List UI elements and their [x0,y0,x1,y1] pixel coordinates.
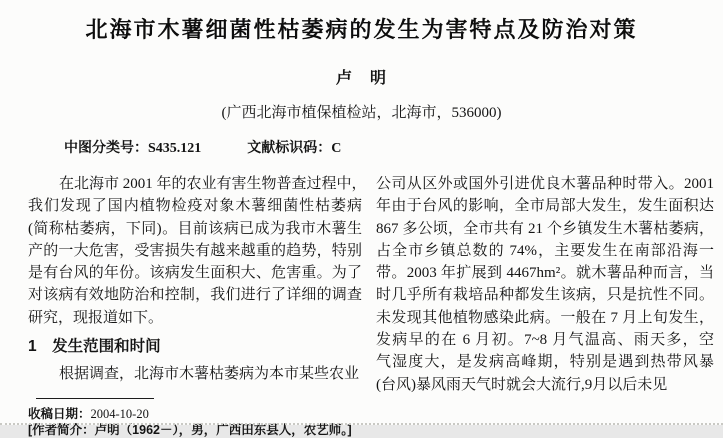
text-line: 占全市乡镇总数的 74%，主要发生在南部沿海一 [376,242,714,259]
text-line: (台风)暴风雨天气时就会大流行,9月以后未见 [376,376,668,393]
document-code-value: C [331,141,342,156]
body-columns [0,173,723,438]
received-date-line [28,406,362,422]
footnote-divider [36,398,154,399]
section-heading-1: 1 发生范围和时间 [28,338,161,356]
received-date-label: 收稿日期： [28,407,91,422]
text-line: 时几乎所有栽培品种都发生该病，只是抗性不同。 [376,287,714,304]
text-line: 是有台风的年份。该病发生面积大、危害重。为了 [28,265,362,282]
text-line: 发病早的在 6 月初。7~8 月气温高、雨天多，空 [376,332,714,349]
text-line: (简称枯萎病，下同)。目前该病已成为我市木薯生 [28,220,362,237]
text-line: 对该病有效地防治和控制，我们进行了详细的调查 [28,287,362,304]
text-line: 产的一大危害，受害损失有越来越重的趋势，特别 [28,242,362,259]
classification-row [0,137,723,157]
text-line: 867 多公顷，全市共有 21 个乡镇发生木薯枯萎病， [376,220,714,237]
text-line: 带。2003 年扩展到 4467hm²。就木薯品种而言，当 [376,265,714,282]
text-line: 根据调查，北海市木薯枯萎病为本市某些农业 [59,366,360,383]
footnote-block [28,398,362,438]
text-line: 气湿度大，是发病高峰期，特别是遇到热带风暴 [376,354,714,371]
author-affiliation: (广西北海市植保植检站，北海市，536000) [221,105,502,121]
text-line: 在北海市 2001 年的农业有害生物普查过程中， [59,176,367,192]
text-line: 我们发现了国内植物检疫对象木薯细菌性枯萎病 [28,198,362,215]
clc-label: 中图分类号： [64,139,148,155]
paper-title: 北海市木薯细菌性枯萎病的发生为害特点及防治对策 [85,17,638,42]
document-code-label: 文献标识码： [247,139,332,155]
text-line: 研究，现报道如下。 [28,309,164,326]
document-code [247,137,341,157]
received-date-value: 2004-10-20 [90,407,149,422]
left-column [28,173,367,438]
text-line: 未发现其他植物感染此病。一般在 7 月上旬发生， [376,309,714,326]
scan-edge-artifact [0,423,723,425]
text-line: 年由于台风的影响，全市局部大发生，发生面积达 [376,198,714,215]
clc-value: S435.121 [148,141,202,156]
clc-number [64,137,201,157]
text-line: 公司从区外或国外引进优良木薯品种时带入。2001 [376,176,714,192]
author-name: 卢 明 [335,70,387,87]
author-bio-line: [作者简介：卢明（1962－），男，广西田东县人，农艺师。] [28,423,352,438]
right-column [376,173,714,438]
